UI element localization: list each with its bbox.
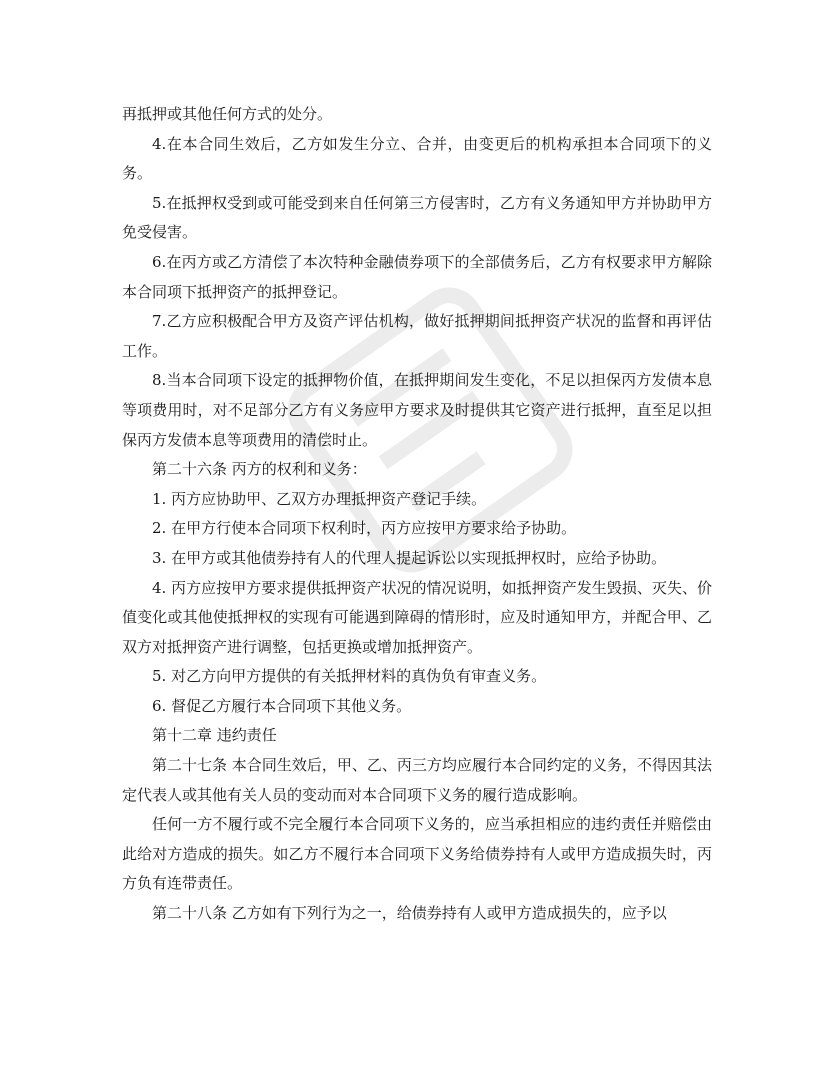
paragraph: 再抵押或其他任何方式的处分。 <box>122 105 333 123</box>
paragraph: 8.当本合同项下设定的抵押物价值，在抵押期间发生变化，不足以担保丙方发债本息等项费用时，对不足部分乙方有义务应甲方要求及时提供其它资产进行抵押，直至足以担保丙方发债本息等项费用的清偿时止。 <box>122 371 712 449</box>
paragraph: 第二十八条 乙方如有下列行为之一，给债券持有人或甲方造成损失的，应予以 <box>152 904 667 923</box>
list-item: 6. 督促乙方履行本合同项下其他义务。 <box>152 696 412 715</box>
list-item: 2. 在甲方行使本合同项下权利时，丙方应按甲方要求给予协助。 <box>152 519 577 538</box>
paragraph: 5.在抵押权受到或可能受到来自任何第三方侵害时，乙方有义务通知甲方并协助甲方免受侵害。 <box>122 193 712 242</box>
paragraph: 任何一方不履行或不完全履行本合同项下义务的，应当承担相应的违约责任并赔偿由此给对方造成的损失。如乙方不履行本合同项下义务给债券持有人或甲方造成损失时，丙方负有连带责任。 <box>122 815 712 893</box>
paragraph: 6.在丙方或乙方清偿了本次特种金融债券项下的全部债务后，乙方有权要求甲方解除本合同项下抵押资产的抵押登记。 <box>122 252 712 301</box>
list-item: 5. 对乙方向甲方提供的有关抵押材料的真伪负有审查义务。 <box>152 667 547 686</box>
chapter-heading: 第十二章 违约责任 <box>152 726 277 745</box>
list-item: 3. 在甲方或其他债券持有人的代理人提起诉讼以实现抵押权时，应给予协助。 <box>152 548 667 567</box>
paragraph: 7.乙方应积极配合甲方及资产评估机构，做好抵押期间抵押资产状况的监督和再评估工作。 <box>122 312 712 360</box>
list-item: 1. 丙方应协助甲、乙双方办理抵押资产登记手续。 <box>152 489 487 508</box>
article-heading: 第二十六条 丙方的权利和义务： <box>152 460 367 479</box>
list-item: 4. 丙方应按甲方要求提供抵押资产状况的情况说明，如抵押资产发生毁损、灭失、价值变化或其他使抵押权的实现有可能遇到障碍的情形时，应及时通知甲方，并配合甲、乙双方对抵押资产进行调整，包括更换或增加抵押资产。 <box>122 578 712 656</box>
paragraph: 4.在本合同生效后，乙方如发生分立、合并，由变更后的机构承担本合同项下的义务。 <box>122 134 712 183</box>
document-body <box>122 100 712 929</box>
paragraph: 第二十七条 本合同生效后，甲、乙、丙三方均应履行本合同约定的义务，不得因其法定代表人或其他有关人员的变动而对本合同项下义务的履行造成影响。 <box>122 756 712 804</box>
